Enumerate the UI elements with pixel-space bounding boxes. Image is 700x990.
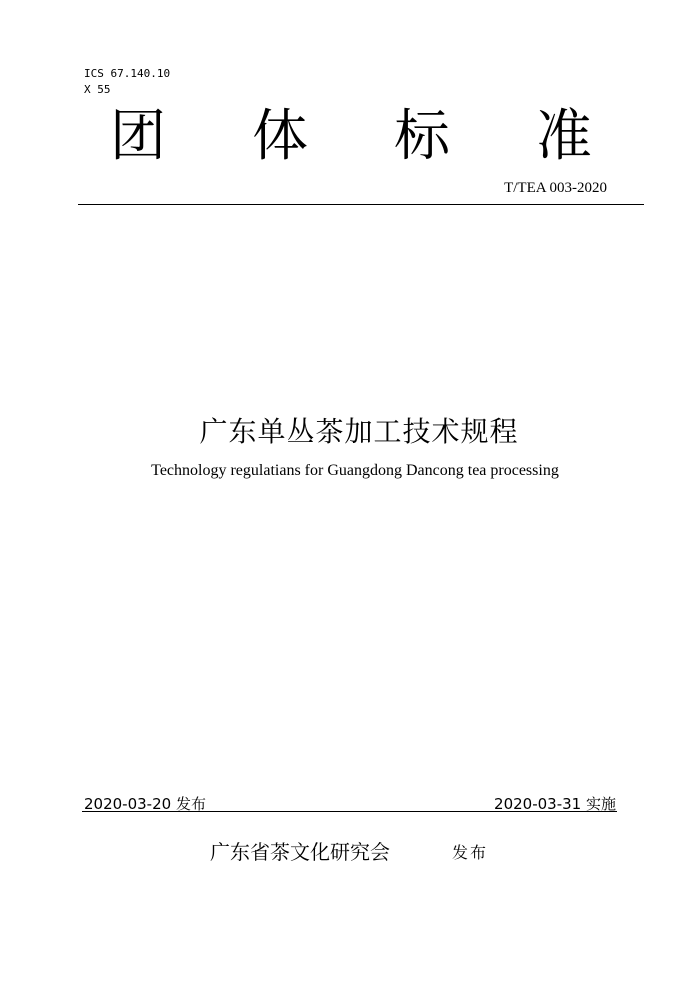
title-char-1: 团: [110, 104, 166, 169]
header-divider: [78, 204, 644, 205]
footer-divider: [82, 811, 617, 812]
title-char-2: 体: [252, 104, 308, 169]
issue-date: 2020-03-20 发布: [84, 795, 206, 813]
ics-code: ICS 67.140.10: [84, 67, 171, 80]
document-title-cn: 广东单丛茶加工技术规程: [199, 415, 519, 448]
ccs-code: X 55: [84, 83, 111, 96]
publisher-name: 广东省茶文化研究会: [210, 840, 390, 864]
title-char-4: 准: [536, 104, 592, 169]
implement-date: 2020-03-31 实施: [494, 795, 616, 813]
title-char-3: 标: [394, 104, 450, 169]
publish-label: 发布: [452, 843, 489, 862]
standard-code: T/TEA 003-2020: [504, 180, 607, 196]
document-title-en: Technology regulatians for Guangdong Dancong tea processing: [151, 462, 559, 479]
standard-type-title: [0, 102, 700, 172]
